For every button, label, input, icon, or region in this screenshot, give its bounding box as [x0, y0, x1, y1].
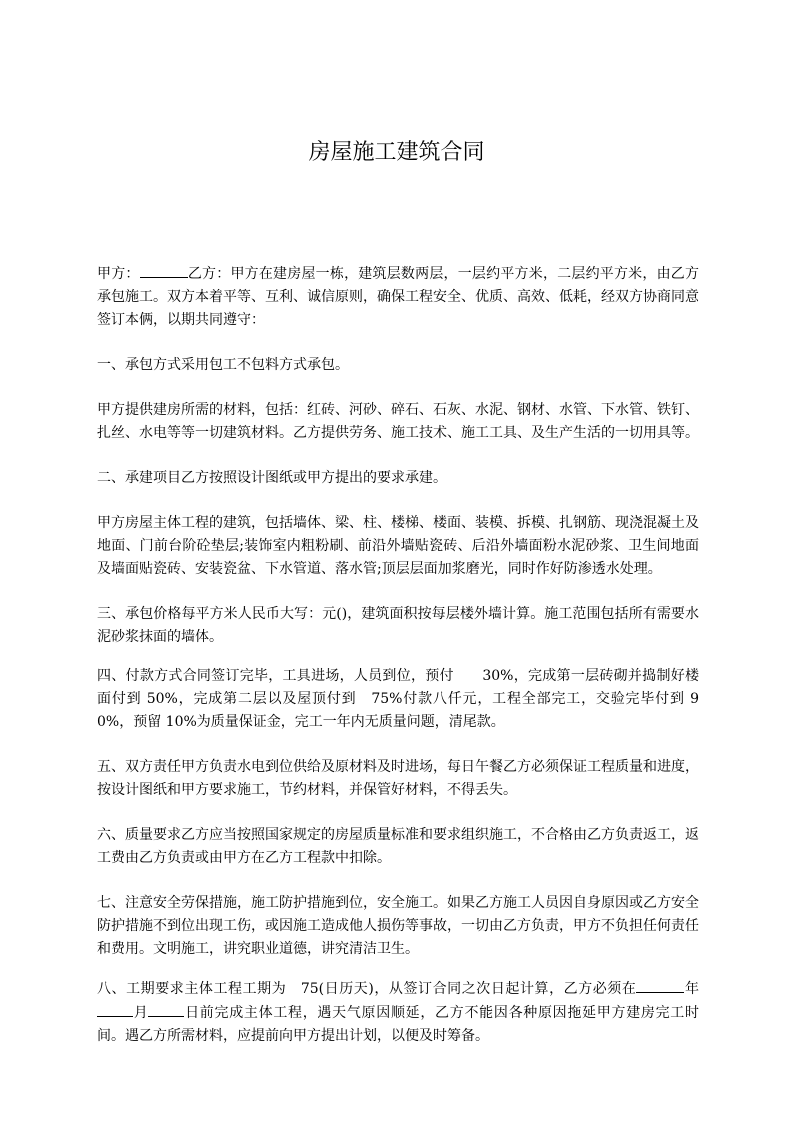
schedule-day-blank	[148, 1001, 184, 1017]
paragraph-safety: 七、注意安全劳保措施，施工防护措施到位，安全施工。如果乙方施工人员因自身原因或乙方安全防护措施不到位出现工伤，或因施工造成他人损伤等事故，一切由乙方负责，甲方不负担任何责任和费用。文明施工，讲究职业道德，讲究清洁卫生。	[97, 895, 699, 957]
paragraph-quality: 六、质量要求乙方应当按照国家规定的房屋质量标准和要求组织施工，不合格由乙方负责返工，返工费由乙方负责或由甲方在乙方工程款中扣除。	[97, 827, 699, 866]
party-a-label: 甲方：	[97, 266, 140, 282]
schedule-month-blank	[97, 1001, 133, 1017]
paragraph-schedule	[97, 977, 699, 1048]
schedule-blank-2	[660, 977, 684, 993]
paragraph-contract-method: 一、承包方式采用包工不包料方式承包。	[97, 357, 349, 373]
paragraph-payment: 四、付款方式合同签订完毕，工具进场，人员到位，预付 30%，完成第一层砖砌并捣制好楼面付到 50%，完成第二层以及屋顶付到 75%付款八仟元，工程全部完工，交验完毕付到 90%，预留 10%为质量保证金，完工一年内无质量问题，清尾款。	[97, 668, 699, 730]
schedule-text-1: 八、工期要求主体工程工期为 75(日历天)，从签订合同之次日起计算，乙方必须在	[97, 981, 637, 997]
document-body	[97, 262, 699, 1048]
paragraph-main-works: 甲方房屋主体工程的建筑，包括墙体、梁、柱、楼梯、楼面、装模、拆模、扎钢筋、现浇混凝土及地面、门前台阶砼垫层;装饰室内粗粉刷、前沿外墙贴瓷砖、后沿外墙面粉水泥砂浆、卫生间地面及墙面贴瓷砖、安装瓷盆、下水管道、落水管;顶层层面加浆磨光，同时作好防渗透水处理。	[97, 515, 699, 577]
paragraph-responsibilities: 五、双方责任甲方负责水电到位供给及原材料及时进场，每日午餐乙方必须保证工程质量和进度，按设计图纸和甲方要求施工，节约材料，并保管好材料，不得丢失。	[97, 759, 699, 798]
schedule-month-label: 月	[133, 1005, 149, 1021]
paragraph-price: 三、承包价格每平方米人民币大写：元()，建筑面积按每层楼外墙计算。施工范围包括所有需要水泥砂浆抹面的墙体。	[97, 606, 699, 645]
paragraph-parties	[97, 262, 699, 332]
party-a-blank	[140, 262, 188, 278]
paragraph-materials: 甲方提供建房所需的材料，包括：红砖、河砂、碎石、石灰、水泥、钢材、水管、下水管、铁钉、扎丝、水电等等一切建筑材料。乙方提供劳务、施工技术、施工工具、及生产生活的一切用具等。	[97, 402, 699, 441]
paragraph-project-scope: 二、承建项目乙方按照设计图纸或甲方提出的要求承建。	[97, 470, 447, 486]
paragraph-parties-text: 乙方：甲方在建房屋一栋，建筑层数两层，一层约平方米，二层约平方米，由乙方承包施工。双方本着平等、互利、诚信原则，确保工程安全、优质、高效、低耗，经双方协商同意签订本俩，以期共同遵守：	[97, 266, 700, 328]
schedule-text-2: 日前完成主体工程，遇天气原因顺延，乙方不能因各种原因拖延甲方建房完工时间。遇乙方所需材料，应提前向甲方提出计划，以便及时筹备。	[97, 1005, 699, 1044]
document-title: 房屋施工建筑合同	[308, 140, 485, 165]
schedule-year-label: 年	[684, 981, 699, 997]
schedule-blank-1	[636, 977, 660, 993]
